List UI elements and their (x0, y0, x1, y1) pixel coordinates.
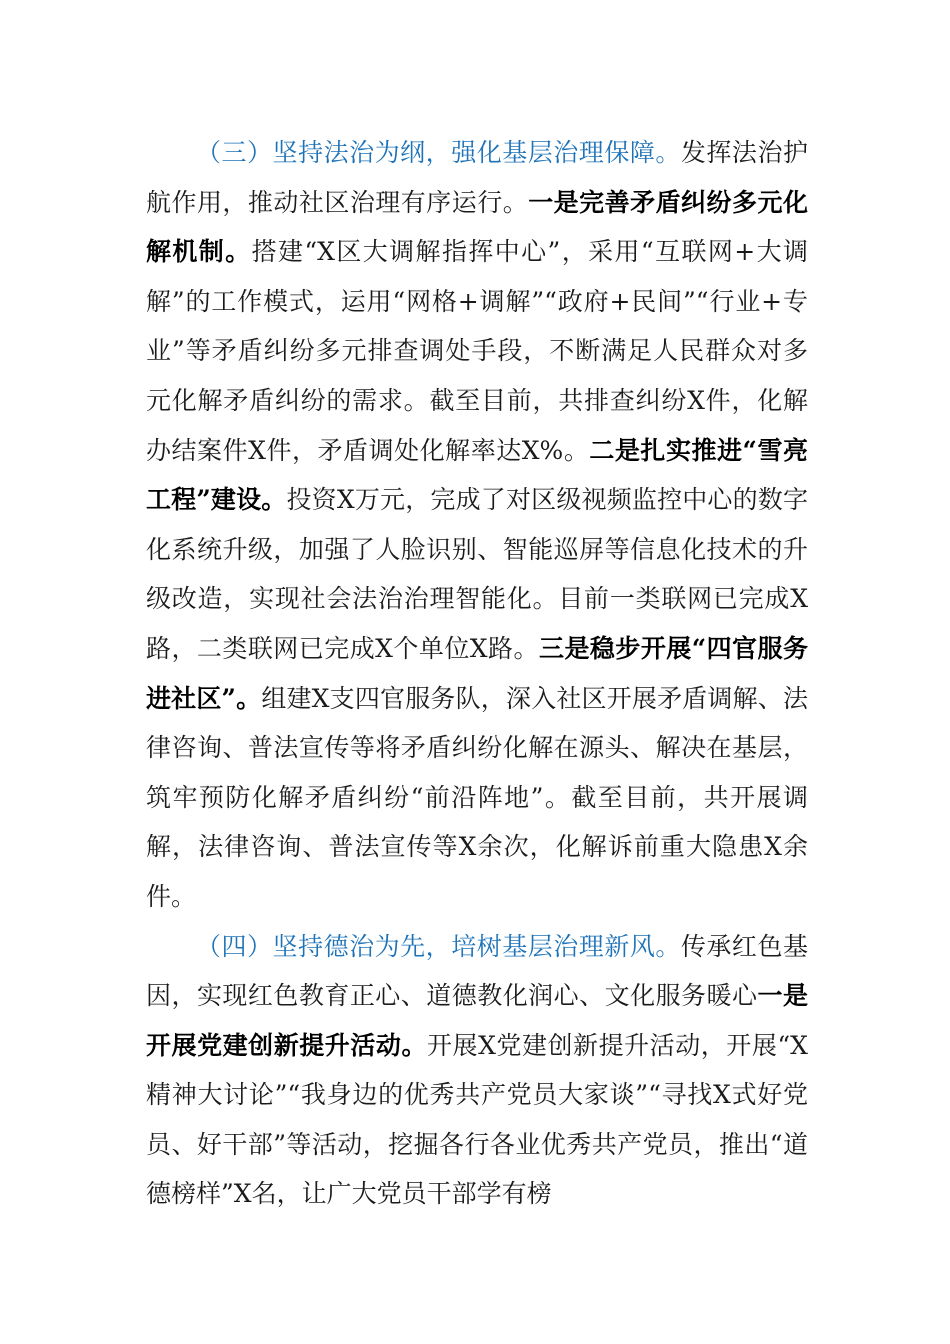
section-4-heading: （四）坚持德治为先，培树基层治理新风。 (196, 931, 681, 961)
section-4-intro: 传承红色基因，实现红色教育正心、道德教化润心、文化服务暖心 (146, 931, 808, 1011)
section-4-point-1-body: 开展X党建创新提升活动，开展“X精神大讨论”“我身边的优秀共产党员大家谈”“寻找X式好党员、好干部”等活动，挖掘各行各业优秀共产党员，推出“道德榜样”X名，让广大党员干部学有榜 (146, 1030, 808, 1209)
section-3-point-2-title: 二是扎实推进“雪亮工程”建设。 (146, 435, 808, 515)
paragraph-section-3 (146, 128, 808, 922)
section-3-intro: 发挥法治护航作用，推动社区治理有序运行。 (146, 138, 808, 217)
section-4-point-1-title: 一是开展党建创新提升活动。 (146, 981, 808, 1060)
section-3-point-1-body: 搭建“X区大调解指挥中心”，采用“互联网+大调解”的工作模式，运用“网格+调解”“政府+民间”“行业+专业”等矛盾纠纷多元排查调处手段，不断满足人民群众对多元化解矛盾纠纷的需求。截至目前，共排查纠纷X件，化解办结案件X件，矛盾调处化解率达X%。 (146, 237, 808, 465)
section-3-point-3-body: 组建X支四官服务队，深入社区开展矛盾调解、法律咨询、普法宣传等将矛盾纠纷化解在源头、解决在基层，筑牢预防化解矛盾纠纷“前沿阵地”。截至目前，共开展调解，法律咨询、普法宣传等X余次，化解诉前重大隐患X余件。 (146, 683, 808, 911)
section-3-heading: （三）坚持法治为纲，强化基层治理保障。 (196, 138, 681, 167)
section-3-point-1-title: 一是完善矛盾纠纷多元化解机制。 (146, 187, 808, 267)
section-3-point-3-title: 三是稳步开展“四官服务进社区”。 (146, 633, 808, 713)
document-body (146, 128, 808, 1219)
paragraph-section-4 (146, 922, 808, 1220)
section-3-point-2-body: 投资X万元，完成了对区级视频监控中心的数字化系统升级，加强了人脸识别、智能巡屏等信息化技术的升级改造，实现社会法治治理智能化。目前一类联网已完成X路，二类联网已完成X个单位X路。 (146, 485, 808, 663)
